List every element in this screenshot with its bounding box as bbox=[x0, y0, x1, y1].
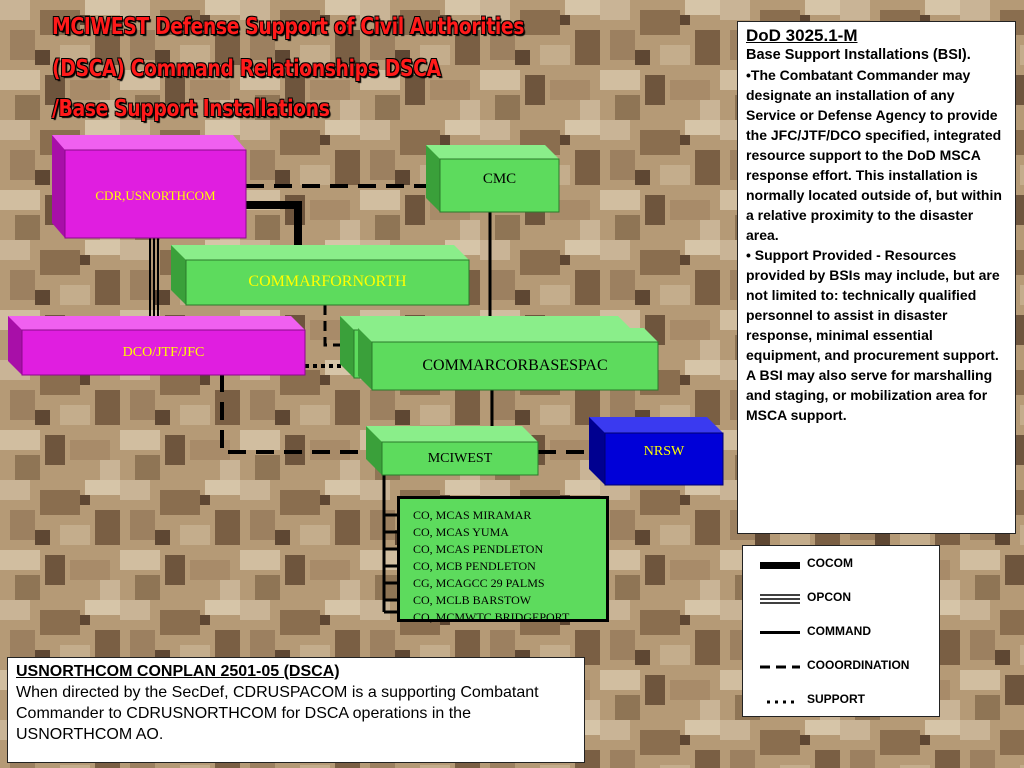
command-line-swatch bbox=[760, 631, 800, 634]
cocom-line-swatch bbox=[760, 562, 800, 569]
coordination-line-dco-mciwest bbox=[222, 374, 368, 452]
nrsw-label: NRSW bbox=[643, 444, 685, 459]
commarcorbasespac-node bbox=[372, 342, 658, 390]
legend-label: SUPPORT bbox=[807, 692, 866, 706]
unit-item: CO, MCAS PENDLETON bbox=[413, 542, 544, 556]
cdr-usnorthcom-label: CDR,USNORTHCOM bbox=[95, 188, 216, 203]
mciwest-label: MCIWEST bbox=[427, 451, 493, 466]
legend-row-command bbox=[743, 622, 941, 644]
conplan-body: When directed by the SecDef, CDRUSPACOM is a supporting Combatant Commander to CDRUSNORTHCOM for DSCA operations in the USNORTHCOM AO. bbox=[16, 684, 539, 743]
dod-3025-panel bbox=[737, 21, 1016, 534]
unit-item: CO, MCLB BARSTOW bbox=[413, 593, 532, 607]
cocom-line-cdr-commarfornorth bbox=[246, 205, 298, 248]
unit-item: CO, MCAS YUMA bbox=[413, 525, 509, 539]
cdr-usnorthcom-node bbox=[65, 150, 246, 238]
conplan-title: USNORTHCOM CONPLAN 2501-05 (DSCA) bbox=[16, 663, 340, 680]
page-title-line-2: (DSCA) Command Relationships DSCA bbox=[52, 56, 441, 82]
legend-row-support bbox=[743, 690, 941, 712]
dco-jtf-jfc-node bbox=[22, 330, 305, 375]
unit-item: CO, MCB PENDLETON bbox=[413, 559, 536, 573]
legend-panel bbox=[742, 545, 940, 717]
dod-panel-title: DoD 3025.1-M bbox=[746, 26, 858, 45]
unit-item: CO, MCMWTC BRIDGEPORT bbox=[413, 610, 570, 624]
dod-panel-heading: Base Support Installations (BSI). bbox=[746, 47, 971, 63]
dod-bullet-designation: •The Combatant Commander may designate an installation of any Service or Defense Agency to provide the JFC/JTF/DCO specified, integrated resource support to the DoD MSCA response effort. This installation is normally located outside of, but within a relative proximity to the disaster area. bbox=[746, 67, 1002, 243]
subordinate-units-box bbox=[397, 496, 609, 622]
cmc-label: CMC bbox=[482, 171, 517, 187]
legend-label: OPCON bbox=[807, 590, 852, 604]
dod-bullet-support-provided: • Support Provided - Resources provided by BSIs may include, but are not limited to: technically qualified personnel to assist in disaster response, minimal essential equipment, and procurement support. A BSI may also serve for marshalling and staging, or mobilization area for MSCA support. bbox=[746, 247, 1000, 423]
unit-item: CO, MCAS MIRAMAR bbox=[413, 508, 532, 522]
dco-jtf-jfc-label: DCO/JTF/JFC bbox=[122, 345, 205, 360]
legend-label: COOORDINATION bbox=[807, 658, 910, 672]
page-title-line-3: /Base Support Installations bbox=[52, 96, 330, 122]
legend-row-cocom bbox=[743, 554, 941, 576]
legend-row-coordination bbox=[743, 656, 941, 678]
legend-label: COMMAND bbox=[807, 624, 871, 638]
commarfornorth-node bbox=[186, 260, 469, 305]
mciwest-node bbox=[382, 442, 538, 475]
conplan-panel bbox=[7, 657, 585, 763]
page-title-line-1: MCIWEST Defense Support of Civil Authorities bbox=[52, 14, 525, 40]
legend-label: COCOM bbox=[807, 556, 853, 570]
commarcorbasespac-label: COMMARCORBASESPAC bbox=[422, 357, 608, 374]
cmc-node bbox=[440, 159, 559, 212]
unit-item: CG, MCAGCC 29 PALMS bbox=[413, 576, 545, 590]
opcon-line-swatch bbox=[760, 594, 800, 604]
nrsw-node bbox=[605, 433, 723, 485]
legend-row-opcon bbox=[743, 588, 941, 610]
coordination-line-swatch bbox=[760, 665, 800, 669]
unit-branch-ticks bbox=[384, 515, 398, 612]
support-line-swatch bbox=[767, 700, 797, 704]
commarfornorth-label: COMMARFORNORTH bbox=[248, 273, 407, 290]
